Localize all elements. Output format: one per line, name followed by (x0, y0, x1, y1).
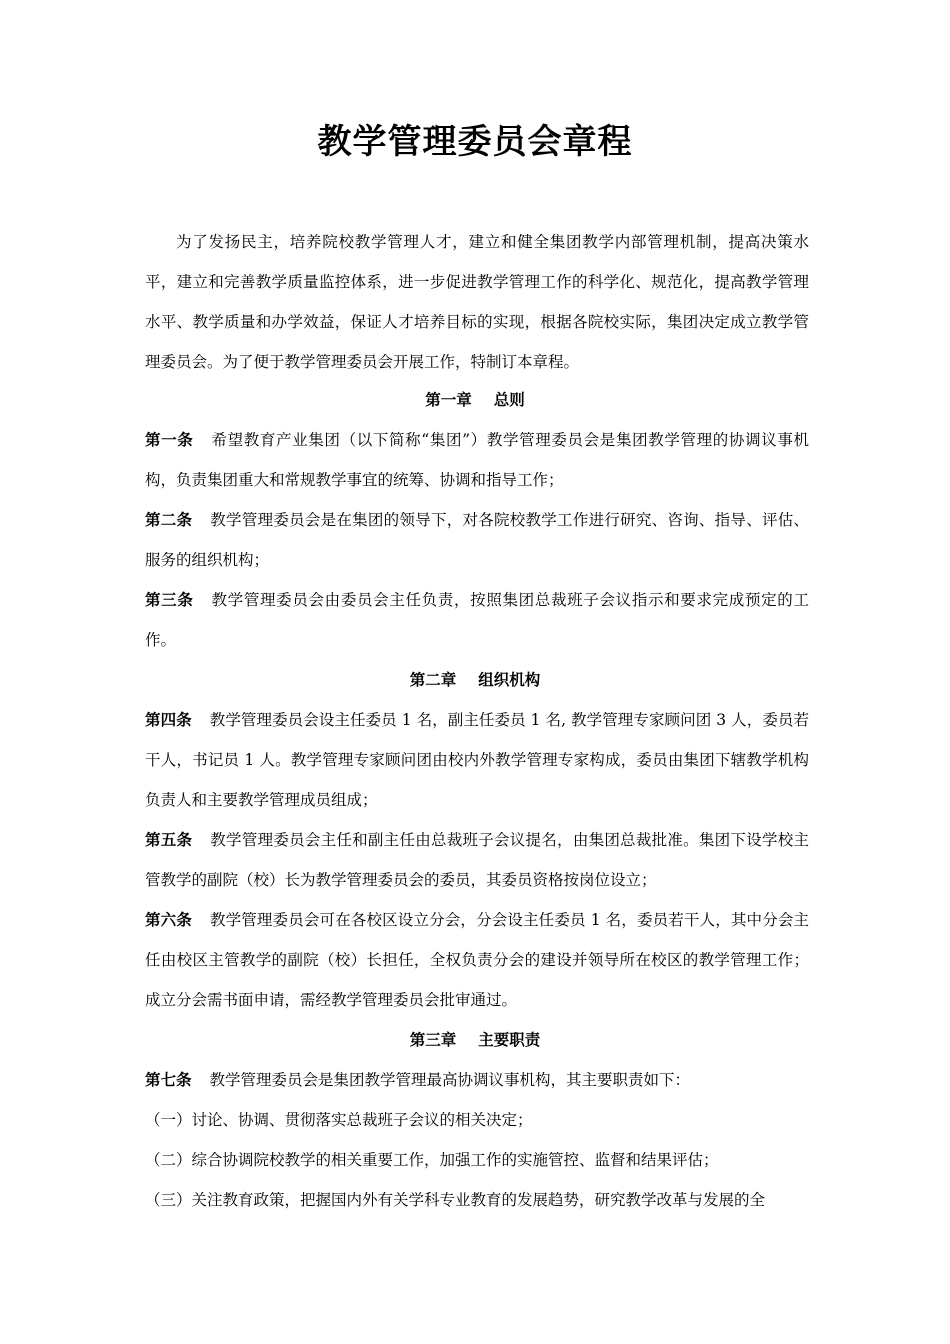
chapter-number: 第二章 (409, 671, 457, 689)
list-item: （二）综合协调院校教学的相关重要工作，加强工作的实施管控、监督和结果评估； (145, 1151, 719, 1169)
article-number: 第五条 (145, 831, 193, 849)
article-text: 教学管理委员会设主任委员 1 名，副主任委员 1 名, 教学管理专家顾问团 3 人，委员若干人，书记员 1 人。教学管理专家顾问团由校内外教学管理专家构成，委员由集团下辖教学机构负责人和主要教学管理成员组成； (145, 711, 809, 809)
article-5 (145, 820, 809, 900)
article-text: 希望教育产业集团（以下简称“集团”）教学管理委员会是集团教学管理的协调议事机构，负责集团重大和常规教学事宜的统筹、协调和指导工作； (145, 431, 809, 489)
document-title: 教学管理委员会章程 (317, 122, 633, 162)
chapter-heading-1 (0, 380, 950, 420)
list-item: （三）关注教育政策，把握国内外有关学科专业教育的发展趋势，研究教学改革与发展的全 (145, 1191, 766, 1209)
article-4 (145, 700, 809, 820)
article-text: 教学管理委员会是在集团的领导下，对各院校教学工作进行研究、咨询、指导、评估、服务的组织机构； (145, 511, 809, 569)
article-number: 第四条 (145, 711, 192, 729)
article-number: 第六条 (145, 911, 192, 929)
chapter-name: 组织机构 (478, 671, 541, 689)
chapter-name: 主要职责 (478, 1031, 541, 1049)
chapter-heading-2 (0, 660, 950, 700)
article-3 (145, 580, 809, 660)
article-text: 教学管理委员会可在各校区设立分会，分会设主任委员 1 名，委员若干人，其中分会主任由校区主管教学的副院（校）长担任，全权负责分会的建设并领导所在校区的教学管理工作；成立分会需书面申请，需经教学管理委员会批审通过。 (145, 911, 809, 1009)
chapter-heading-3 (0, 1020, 950, 1060)
article-number: 第二条 (145, 511, 193, 529)
article-text: 教学管理委员会主任和副主任由总裁班子会议提名，由集团总裁批准。集团下设学校主管教学的副院（校）长为教学管理委员会的委员，其委员资格按岗位设立； (145, 831, 809, 889)
article-6 (145, 900, 809, 1020)
article-7 (145, 1060, 809, 1100)
article-number: 第七条 (145, 1071, 192, 1089)
chapter-number: 第一章 (425, 391, 472, 409)
article-1 (145, 420, 809, 500)
intro-paragraph: 为了发扬民主，培养院校教学管理人才，建立和健全集团教学内部管理机制，提高决策水平，建立和完善教学质量监控体系，进一步促进教学管理工作的科学化、规范化，提高教学管理水平、教学质量和办学效益，保证人才培养目标的实现，根据各院校实际，集团决定成立教学管理委员会。为了便于教学管理委员会开展工作，特制订本章程。 (145, 233, 809, 371)
article-text: 教学管理委员会是集团教学管理最高协调议事机构，其主要职责如下： (209, 1071, 691, 1089)
article-2 (145, 500, 809, 580)
chapter-number: 第三章 (409, 1031, 457, 1049)
article-number: 第一条 (145, 431, 194, 449)
list-item: （一）讨论、协调、贯彻落实总裁班子会议的相关决定； (145, 1111, 533, 1129)
article-number: 第三条 (145, 591, 194, 609)
article-text: 教学管理委员会由委员会主任负责，按照集团总裁班子会议指示和要求完成预定的工作。 (145, 591, 809, 649)
chapter-name: 总则 (493, 391, 525, 409)
